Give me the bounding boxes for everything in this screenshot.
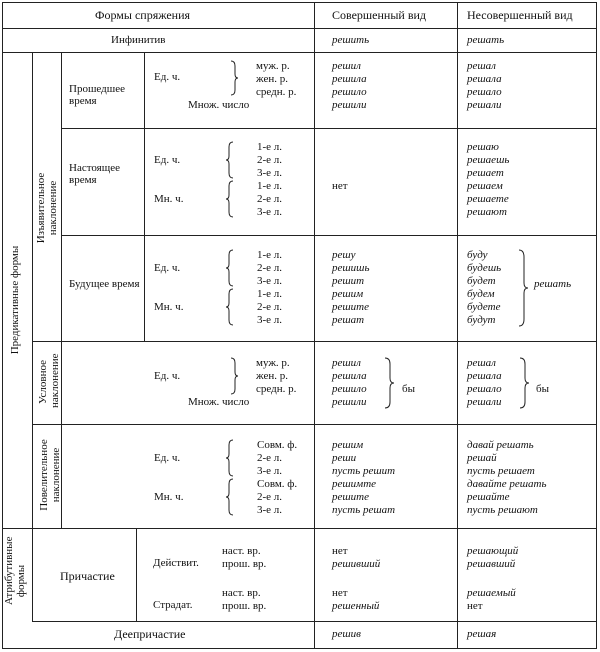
participle-imperf-0: решающий — [467, 545, 519, 557]
brace-icon — [226, 478, 234, 516]
participle-label: Причастие — [60, 569, 115, 583]
brace-icon — [226, 288, 234, 326]
future-person-1: 2-е л. — [257, 262, 283, 274]
participle-active: Действит. — [153, 557, 199, 569]
future-person-4: 2-е л. — [257, 301, 283, 313]
present-imperf-2: решает — [467, 167, 504, 179]
brace-icon — [519, 357, 527, 409]
imperative-perf-4: решите — [332, 491, 370, 503]
future-perf-5: решат — [332, 314, 365, 326]
imperative-imperf-4: решайте — [467, 491, 510, 503]
future-perf-0: решу — [332, 249, 356, 261]
conditional-perf-1: решила — [332, 370, 367, 382]
past-gender-0: муж. р. — [256, 60, 290, 72]
future-imperf-4: будете — [467, 301, 501, 313]
past-perf-2: решило — [332, 86, 367, 98]
imperative-perf-2: пусть решит — [332, 465, 396, 477]
brace-icon — [226, 249, 234, 287]
present-person-2: 3-е л. — [257, 167, 283, 179]
conditional-imperf-2: решало — [467, 383, 502, 395]
mood-conditional: Условное наклонение — [37, 353, 61, 408]
imperative-person-2: 3-е л. — [257, 465, 283, 477]
present-person-0: 1-е л. — [257, 141, 283, 153]
conditional-gender-0: муж. р. — [256, 357, 290, 369]
present-imperf-0: решаю — [467, 141, 499, 153]
brace-icon — [230, 60, 238, 96]
present-imperf-5: решают — [467, 206, 507, 218]
past-sg: Ед. ч. — [154, 71, 181, 83]
mood-indicative: Изъявительное наклонение — [35, 172, 59, 244]
present-imperf-3: решаем — [467, 180, 503, 192]
gerund-label: Деепричастие — [114, 627, 186, 641]
past-gender-1: жен. р. — [256, 73, 288, 85]
future-imperf-aux: решать — [534, 278, 572, 290]
group-attributive: Атрибутивные формы — [3, 536, 27, 605]
past-perf-0: решил — [332, 60, 361, 72]
present-imperf-4: решаете — [467, 193, 509, 205]
infinitive-perf: решить — [332, 34, 370, 46]
conditional-gender-2: средн. р. — [256, 383, 297, 395]
participle-tense-1: прош. вр. — [222, 558, 267, 570]
brace-icon — [518, 249, 526, 327]
imperative-imperf-1: решай — [467, 452, 497, 464]
header-forms: Формы спряжения — [95, 8, 191, 22]
past-perf-1: решила — [332, 73, 367, 85]
conditional-gender-1: жен. р. — [256, 370, 288, 382]
present-person-4: 2-е л. — [257, 193, 283, 205]
future-perf-1: решишь — [332, 262, 370, 274]
participle-passive: Страдат. — [153, 599, 193, 611]
imperative-perf-5: пусть решат — [332, 504, 396, 516]
participle-imperf-3: нет — [467, 600, 483, 612]
present-sg: Ед. ч. — [154, 154, 181, 166]
future-pl: Мн. ч. — [154, 301, 184, 313]
future-perf-4: решите — [332, 301, 370, 313]
future-imperf-5: будут — [467, 314, 496, 326]
past-pl: Множ. число — [188, 99, 250, 111]
imperative-pl: Мн. ч. — [154, 491, 184, 503]
present-pl: Мн. ч. — [154, 193, 184, 205]
past-imperf-1: решала — [467, 73, 502, 85]
group-predicative: Предикативные формы — [9, 245, 21, 355]
conditional-particle-perf: бы — [402, 383, 415, 395]
conditional-imperf-0: решал — [467, 357, 496, 369]
brace-icon — [384, 357, 392, 409]
past-imperf-2: решало — [467, 86, 502, 98]
header-perfective: Совершенный вид — [332, 8, 427, 22]
conditional-sg: Ед. ч. — [154, 370, 181, 382]
future-imperf-0: буду — [467, 249, 488, 261]
future-sg: Ед. ч. — [154, 262, 181, 274]
future-label: Будущее время — [69, 278, 140, 290]
present-imperf-1: решаешь — [467, 154, 510, 166]
brace-icon — [226, 180, 234, 218]
imperative-person-3: Совм. ф. — [257, 478, 298, 490]
future-person-5: 3-е л. — [257, 314, 283, 326]
participle-perf-3: решенный — [332, 600, 380, 612]
future-imperf-2: будет — [467, 275, 496, 287]
present-person-1: 2-е л. — [257, 154, 283, 166]
participle-tense-2: наст. вр. — [222, 587, 261, 599]
future-perf-2: решит — [332, 275, 365, 287]
imperative-sg: Ед. ч. — [154, 452, 181, 464]
participle-imperf-2: решаемый — [467, 587, 516, 599]
imperative-perf-0: решим — [332, 439, 364, 451]
imperative-person-1: 2-е л. — [257, 452, 283, 464]
imperative-person-5: 3-е л. — [257, 504, 283, 516]
conditional-perf-3: решили — [332, 396, 367, 408]
conditional-imperf-1: решала — [467, 370, 502, 382]
brace-icon — [226, 439, 234, 477]
infinitive-label: Инфинитив — [111, 34, 166, 46]
past-imperf-3: решали — [467, 99, 502, 111]
participle-perf-1: решивший — [332, 558, 381, 570]
imperative-imperf-3: давайте решать — [467, 478, 547, 490]
brace-icon — [226, 141, 234, 179]
infinitive-imperf: решать — [467, 34, 505, 46]
future-perf-3: решим — [332, 288, 364, 300]
future-person-2: 3-е л. — [257, 275, 283, 287]
imperative-imperf-2: пусть решает — [467, 465, 535, 477]
past-imperf-0: решал — [467, 60, 496, 72]
participle-perf-0: нет — [332, 545, 348, 557]
brace-icon — [230, 357, 238, 395]
conditional-pl: Множ. число — [188, 396, 250, 408]
past-label: Прошедшее время — [69, 83, 125, 107]
present-perf: нет — [332, 180, 348, 192]
imperative-imperf-5: пусть решают — [467, 504, 538, 516]
past-perf-3: решили — [332, 99, 367, 111]
present-label: Настоящее время — [69, 162, 120, 186]
header-imperfective: Несовершенный вид — [467, 8, 573, 22]
present-person-5: 3-е л. — [257, 206, 283, 218]
participle-imperf-1: решавший — [467, 558, 516, 570]
imperative-perf-3: решимте — [332, 478, 377, 490]
present-person-3: 1-е л. — [257, 180, 283, 192]
participle-tense-3: прош. вр. — [222, 600, 267, 612]
participle-tense-0: наст. вр. — [222, 545, 261, 557]
participle-perf-2: нет — [332, 587, 348, 599]
gerund-imperf: решая — [467, 628, 497, 640]
past-gender-2: средн. р. — [256, 86, 297, 98]
future-person-3: 1-е л. — [257, 288, 283, 300]
future-imperf-1: будешь — [467, 262, 502, 274]
imperative-perf-1: реши — [332, 452, 357, 464]
conditional-perf-2: решило — [332, 383, 367, 395]
future-person-0: 1-е л. — [257, 249, 283, 261]
mood-imperative: Повелительное наклонение — [38, 439, 62, 511]
imperative-person-4: 2-е л. — [257, 491, 283, 503]
future-imperf-3: будем — [467, 288, 495, 300]
imperative-person-0: Совм. ф. — [257, 439, 298, 451]
conditional-particle-imperf: бы — [536, 383, 549, 395]
conditional-perf-0: решил — [332, 357, 361, 369]
conditional-imperf-3: решали — [467, 396, 502, 408]
gerund-perf: решив — [332, 628, 361, 640]
imperative-imperf-0: давай решать — [467, 439, 534, 451]
